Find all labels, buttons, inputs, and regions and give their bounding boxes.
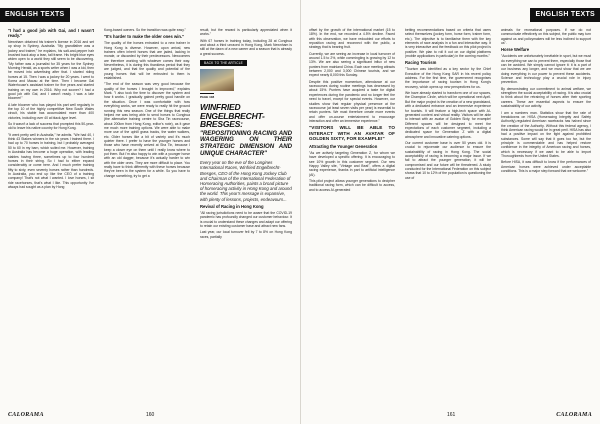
page-number: 160	[146, 412, 155, 418]
paragraph: "It went pretty well in Australia," he admits. "We had 40, I think 43 Stakes winners in the six years I trained there. I had up to 70 horses in training, but I probably averaged 50 to 60 in my barn, which suited me. However, training in Australia has become a huge operation, with leading stables having three, sometimes up to four hundred horses in their string. So I had to either expand considerably or come here. And I much prefer training fifty to sixty, even seventy horses rather than hundreds. In Australia, you end up like the CEO of a training company! That's not what I wanted. I love horses, I sit ride racehorses, that's what I like. This opportunity I've always had sought as a plan by Hong	[8, 132, 94, 189]
column-1	[8, 28, 94, 191]
column-2	[104, 28, 190, 180]
brand-logo: CALORAMA	[556, 412, 592, 418]
page-number: 161	[447, 412, 456, 418]
paragraph: The quality of the horses entrusted to a new trainer in Hong Kong is diverse. However, upon arrival, new trainers often inherit horses that are jaded, lacking in morale, or discarded by their predecessors. Newcomers are therefore working with whatever comes their way. Nevertheless, it is during this thankless period that they are judged, and that the quality and potential of the young horses that will be entrusted to them is established.	[104, 41, 190, 81]
paragraph: I am a numbers man. Statistics show that the rate of breakdowns on HISA (Horseracing Integrity and Safety Authority)-regulated American racetracks has halved since the creation of the Authority. Without this federal agency, I think American racing would be in great peril. HISA has also had a positive impact on the fight against prohibited substances. Some will say that it goes too far, but the principle is commendable and has helped restore confidence in the integrity of American racing and horses, which is necessary if we want to be able to import Thoroughbreds from the United States.	[501, 110, 591, 158]
article-thumbnail-image	[200, 69, 234, 91]
page-link[interactable]: PAGE 108	[200, 95, 215, 100]
article-headline: "REPOSITIONING RACING AND WAGERING ON THEIR STRATEGIC DIMENSION AND UNIQUE CHARACTER"	[200, 129, 292, 157]
pull-quote: "VISITORS WILL BE ABLE TO INTERACT WITH AN AVATAR OF GOLDEN SIXTY, FOR EXAMPLE!"	[309, 125, 395, 142]
paragraph: With 67 horses in training today, including 28 at Conghua and about a third unraced in Hong Kong, Mark Newnham is still at the dawn of a new career and a season that is already a great success.	[200, 38, 292, 56]
column-2	[405, 28, 491, 182]
subheading: Racing Tourism	[405, 60, 437, 66]
paragraph: Newnham obtained his trainer's license in 2016 and set up shop in Sydney, Australia. "My grandfather was a jockey and trainer," he explains, his salt-and-pepper hair brushed back atop a lean, tall frame. His bright blue eyes widen open to a world they still seem to be discovering. "My father was a journalist for 35 years for the Sydney Morning Herald, as a sports writer when I was a kid, then he moved into advertising after that. I started riding horses at 15. Then I was a jockey for 20 years. I went to Korea and Macau at the time. Then I became Gai Waterhouse's assistant trainer for five years and started training on my own in 2016. Why not sooner? I had a good job with Gai, and I wasn't ready. I was a late bloomer!"	[8, 39, 94, 101]
right-page	[300, 0, 600, 424]
paragraph: Currently, we are seeing an increase in local turnover of around 1.5 to 2%, while commingling is growing by 12 to 13%. We are also seeing a significant influx of new punters from mainland China. Each race meeting attracts between 2,000 and 3,000 Chinese tourists, and we expect nearly 8,000 this Sunday.	[309, 51, 395, 78]
paragraph: betting recommendations based on criteria that users select themselves (jockey form, horse form, trainer form, etc.). The objective is to familiarise them with the key elements of race analysis in a fun and interactive way. It is very interactive and the feedback on this pilot project is positive. We plan to roll it out on our digital platforms (mobile applications in particular) in the coming months."	[405, 28, 491, 59]
subheading: "It's harder to make the older ones win."	[104, 34, 185, 40]
paragraph: "All racing jurisdictions need to be aware that the COVID-19 pandemic has profoundly changed our customer behaviour. It is crucial to understand these changes and adapt our offering to retain our existing customer base and attract new fans.	[200, 210, 292, 228]
paragraph: So it wasn't a lack of success that prompted this 50-year-old to leave his native country for Hong Kong.	[8, 122, 94, 131]
back-to-article-button[interactable]: BACK TO THE ARTICLE	[200, 60, 247, 66]
paragraph: This pilot project allows younger generations to decipher traditional racing form, which can be difficult to access, and to access AI-generated	[309, 179, 395, 192]
paragraph: By demonstrating our commitment to animal welfare, we strengthen the social acceptability of racing. It is also crucial to think about the retraining of horses after their sporting careers. These are essential aspects to ensure the sustainability of our activity.	[501, 86, 591, 109]
section-tab: ENGLISH TEXTS	[0, 8, 70, 22]
column-1	[309, 28, 395, 194]
article-standfirst: Every year on the eve of the Longines International Races, Winfried Engelbrecht-Bresges, CEO of the Hong Kong Jockey Club and Chairman of the International Federation of Horseracing Authorities, paints a broad picture of horseracing activity in Hong Kong and around the world. This year's message is expansive, with plenty of lessons, projects, endeavours...	[200, 160, 292, 202]
paragraph: Despite this positive momentum, attendance at our racecourses during routine meetings has decreased by about 15%. Punters have acquired a taste for digital experiences during the pandemic and no longer feel the need to travel, except for special events. However, our studies show that regular physical presence at the racecourse (at least seven visits per year) is essential to retain punters. We must therefore create more events and offer on-course entertainment to encourage interaction and offer an immersive experience."	[309, 79, 395, 123]
paragraph: "The end of the season was very good because the quality of the horses I brought in improved," explains Mark. "I also took the time to discover the system and how it works. I gradually gained pretty good handle on the situation. Once I was comfortable with how everything works, we were ready to really hit the ground running this new season. One of the things that really helped me was being able to send horses to Conghua (the alternative training centre to Sha Tin racecourse, about 200km from Hong Kong, editor's note), as it gave me much more training options. We were able to make more use of the uphill grass tracks, the water walkers, etc. Older horses like a bit of variety and it's much quieter there. I prefer to have the younger horses and those who have recently arrived at Sha Tin, because I keep a closer eye on them until I really know where to put them. But I'm also happy to win with a younger horse with an old dagger, because it's actually harder to win with the older ones. They are more difficult to place. You really have to think differently with these horses because they've been in the system for a while. So you have to change something, try to get a	[104, 82, 190, 178]
article-title: WINFRIED ENGELBRECHT-BRESGES:	[200, 102, 265, 130]
paragraph: result, but the reward is particularly appreciated when it works."	[200, 28, 292, 37]
column-3	[200, 28, 292, 241]
subheading: "I had a good job with Gai, and I wasn't ready."	[8, 28, 94, 39]
subheading: Attracting the Younger Generation	[309, 144, 378, 149]
paragraph: Before HISA, it was difficult to know if the performances of American horses were achieved under acceptable conditions. This is a major step forward that we welcome."	[501, 160, 591, 173]
paragraph: "As we actively targeting Generation Z, for whom we have developed a specific offering. It is encouraging to see 10% growth in this customer segment. Our new Happy Valley site, "Vintage and Beat", offers a digital racing experience, thanks in part to artificial intelligence (AI).	[309, 151, 395, 177]
paragraph: offset by the growth of the international market (15 to 18%). In the end, we recorded a 4.5% decline. Faced with this observation, we have redoubled our efforts to reposition racing and reconnect with the public, a strategy that is bearing fruit.	[309, 28, 395, 50]
paragraph: "Tourism was identified as a key sector by the Chief Executive of the Hong Kong SAR in his recent policy address. For the first time, the government recognises the importance of racing tourism in Hong Kong's recovery, which opens up new perspectives for us.	[405, 67, 491, 89]
paragraph: animals for recreational purposes. If we do not communicate effectively on this subject, the public may turn against us and policymakers will be less inclined to support us".	[501, 28, 591, 46]
paragraph: Kong-based owners. So the transition was quite easy."	[104, 28, 186, 32]
brand-logo: CALORAMA	[8, 412, 44, 418]
paragraph: "Accidents are unfortunately inevitable in sport, but we must do everything we can to prevent them, especially those that can be avoided. We simply cannot ignore it: it is a part of our business any longer, and we must show that we are doing everything in our power to prevent these accidents. Science and technology play a crucial role in injury prevention.	[501, 54, 591, 85]
subheading: Horse Welfare	[501, 47, 530, 53]
paragraph: A late bloomer who has played his part well regularly in the top 10 of the highly competitive New South Wales circuit, his stable has accumulated more than 400 victories, including over 40 at black-type level.	[8, 102, 94, 120]
paragraph: Last year, our local turnover fell by 7 to 8% on Hong Kong races, partially	[200, 230, 292, 239]
subheading: Revival of Racing in Hong Kong	[200, 203, 264, 209]
paragraph: Our current customer base is over 50 years old. It is crucial to rejuvenate our audience to ensure the sustainability of racing in Hong Kong. The social acceptability of racing is becoming a major issue. If we fail to attract the younger generation, it will be compromised and our future will be threatened. A study conducted for the International Federation on this subject shows that 10 to 12% of the population is questioning the use of	[405, 140, 491, 180]
section-tab: ENGLISH TEXTS	[530, 8, 600, 22]
column-3	[501, 28, 591, 175]
paragraph: We have already started to transform one of our spaces, the Champion Circle, which will be operational next April. But the major project is the creation of a new grandstand, with a dedicated entrance and an immersive experience for tourists. It will feature a high-tech space with AI-generated content and virtual reality. Visitors will be able to interact with an avatar of Golden Sixty, for example! Different spaces will be designed to meet the expectations of each customer segment, including a dedicated space for Generation Z with a digital atmosphere and innovative catering options.	[405, 91, 491, 139]
